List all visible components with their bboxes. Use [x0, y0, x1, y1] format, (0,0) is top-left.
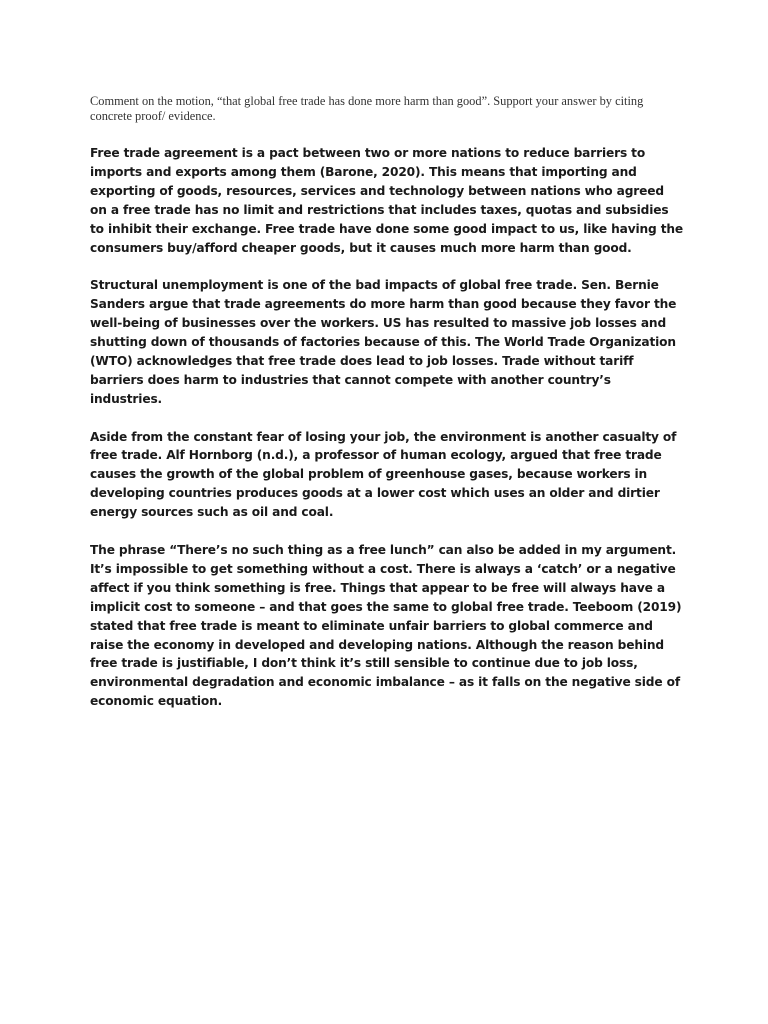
paragraph-environment: Aside from the constant fear of losing your job, the environment is another casualty of free trade. Alf Hornborg (n.d.), a professor of human ecology, argued that free trade causes the growth of the global problem of greenhouse gases, because workers in developing countries produces goods at a lower cost which uses an older and dirtier energy sources such as oil and coal.	[90, 429, 677, 520]
paragraph-definition: Free trade agreement is a pact between two or more nations to reduce barriers to imports and exports among them (Barone, 2020). This means that importing and exporting of goods, resources, services and technology between nations who agreed on a free trade has no limit and restrictions that includes taxes, quotas and subsidies to inhibit their exchange. Free trade have done some good impact to us, like having the consumers buy/afford cheaper goods, but it causes much more harm than good.	[90, 146, 684, 255]
essay-prompt: Comment on the motion, “that global free trade has done more harm than good”. Support your answer by citing concrete proof/ evidence.	[90, 94, 644, 123]
paragraph-unemployment: Structural unemployment is one of the bad impacts of global free trade. Sen. Bernie Sanders argue that trade agreements do more harm than good because they favor the well-being of businesses over the workers. US has resulted to massive job losses and shutting down of thousands of factories because of this. The World Trade Organization (WTO) acknowledges that free trade does lead to job losses. Trade without tariff barriers does harm to industries that cannot compete with another country’s industries.	[90, 278, 677, 406]
paragraph-conclusion: The phrase “There’s no such thing as a free lunch” can also be added in my argument. It’s impossible to get something without a cost. There is always a ‘catch’ or a negative affect if you think something is free. Things that appear to be free will always have a implicit cost to someone – and that goes the same to global free trade. Teeboom (2019) stated that free trade is meant to eliminate unfair barriers to global commerce and raise the economy in developed and developing nations. Although the reason behind free trade is justifiable, I don’t think it’s still sensible to continue due to job loss, environmental degradation and economic imbalance – as it falls on the negative side of economic equation.	[90, 542, 682, 709]
essay-body	[90, 144, 684, 730]
